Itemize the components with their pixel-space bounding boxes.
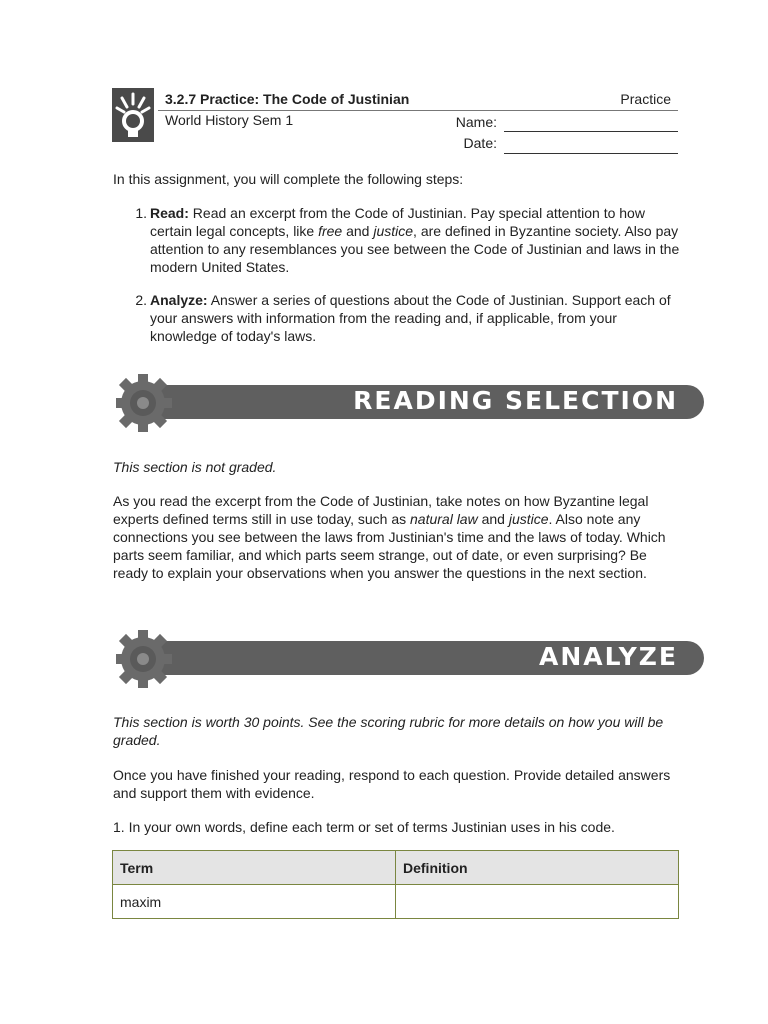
name-label: Name: [455,114,497,130]
document-type: Practice [620,91,671,107]
column-header-definition: Definition [396,851,679,885]
table-row [113,885,679,919]
lightbulb-logo-icon [112,88,154,142]
column-header-term: Term [113,851,396,885]
analyze-title: ANALYZE [539,642,678,671]
document-title: 3.2.7 Practice: The Code of Justinian [165,91,410,107]
step-number: 1. [135,205,147,221]
step-read: Read: Read an excerpt from the Code of Justinian. Pay special attention to how certain legal concepts, like free and justice, are defined in Byzantine society. Also pay attention to any resemblances you see between the Code of Justinian and laws in the modern United States. [150,205,680,275]
definition-cell[interactable] [396,885,679,919]
analyze-instructions: Once you have finished your reading, respond to each question. Provide detailed answers and support them with evidence. [113,767,671,801]
step-number: 2. [135,292,147,308]
name-field[interactable] [504,131,678,132]
date-field[interactable] [504,153,678,154]
course-name: World History Sem 1 [165,112,294,128]
header-divider [158,110,678,111]
question-1: 1. In your own words, define each term or set of terms Justinian uses in his code. [113,819,615,835]
grading-note: This section is not graded. [113,459,277,475]
reading-selection-title: READING SELECTION [353,386,678,415]
step-analyze: Analyze: Answer a series of questions about the Code of Justinian. Support each of your answers with information from the reading and, if applicable, from your knowledge of today's laws. [150,292,671,344]
steps-intro: In this assignment, you will complete the following steps: [113,171,464,187]
date-label: Date: [463,135,497,151]
term-cell: maxim [113,885,396,919]
terms-table [112,850,679,919]
grading-note: This section is worth 30 points. See the scoring rubric for more details on how you will be graded. [113,714,664,748]
table-header-row [113,851,679,885]
step-label: Read: [150,205,189,221]
reading-instructions: As you read the excerpt from the Code of Justinian, take notes on how Byzantine legal experts defined terms still in use today, such as natural law and justice. Also note any connections you see between the laws from Justinian's time and the laws of today. Which parts seem familiar, and which parts seem strange, out of date, or even surprising? Be ready to explain your observations when you answer the questions in the next section. [113,493,666,581]
step-label: Analyze: [150,292,208,308]
